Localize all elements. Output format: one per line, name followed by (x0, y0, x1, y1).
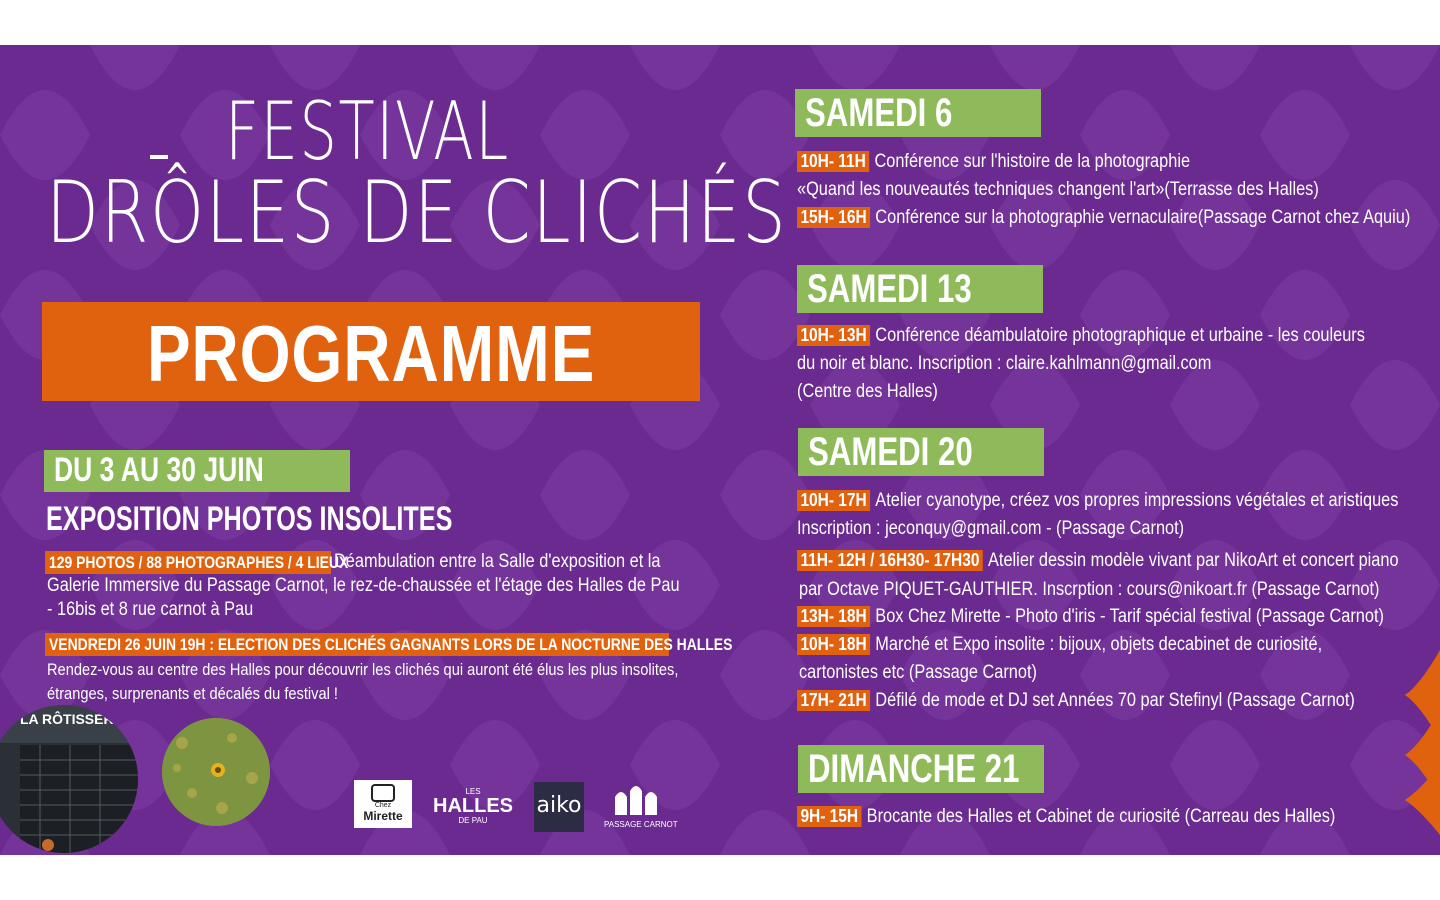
exhibition-heading: EXPOSITION PHOTOS INSOLITES (46, 500, 453, 538)
schedule-line (797, 353, 1211, 375)
schedule-line (797, 490, 1398, 512)
event-text: cartonistes etc (Passage Carnot) (799, 662, 1037, 683)
day-title-dimanche-21: DIMANCHE 21 (808, 747, 1020, 791)
sunflower-image (162, 718, 270, 826)
day-label-samedi-20 (798, 428, 1044, 476)
event-text: du noir et blanc. Inscription : claire.kahlmann@gmail.com (797, 353, 1212, 374)
schedule-line (797, 606, 1384, 628)
time-tag: 10H- 18H (797, 634, 870, 655)
event-text: Marché et Expo insolite : bijoux, objets decabinet de curiosité, (875, 634, 1323, 655)
day-label-samedi-13 (797, 265, 1043, 313)
festival-title-line1: FESTIVAL (225, 85, 510, 178)
schedule-line (797, 518, 1184, 540)
time-tag: 15H- 16H (797, 207, 870, 228)
event-text: par Octave PIQUET-GAUTHIER. Inscrption : cours@nikoart.fr (Passage Carnot) (799, 579, 1380, 600)
chez-mirette-logo (354, 780, 412, 828)
day-label-samedi-6 (795, 89, 1041, 137)
passage-carnot-logo (604, 785, 678, 829)
time-tag: 11H- 12H / 16H30- 17H30 (797, 550, 983, 571)
mirette-label: Mirette (363, 809, 403, 823)
halles-de-pau-logo (430, 787, 516, 825)
event-text: Brocante des Halles et Cabinet de curiosité (Carreau des Halles) (866, 806, 1336, 827)
schedule-line (797, 207, 1410, 229)
carnot-label: PASSAGE CARNOT (604, 820, 678, 829)
time-tag: 13H- 18H (797, 606, 870, 627)
schedule-line (797, 179, 1319, 201)
time-tag: 10H- 11H (797, 151, 869, 172)
programme-banner (42, 302, 700, 401)
event-text: Défilé de mode et DJ set Années 70 par Stefinyl (Passage Carnot) (875, 690, 1355, 711)
schedule-line (797, 151, 1190, 173)
event-text: Atelier cyanotype, créez vos propres impressions végétales et aristiques (875, 490, 1399, 511)
vote-event-tag (45, 633, 733, 656)
schedule-line (797, 634, 1322, 656)
niko-logo (534, 782, 584, 832)
storefront-sign: LA RÔTISSERI (20, 711, 118, 727)
exhibition-stats-tag (45, 551, 349, 574)
day-title-samedi-13: SAMEDI 13 (807, 267, 972, 311)
halles-label: HALLES (433, 795, 513, 817)
day-label-dimanche-21 (798, 745, 1044, 793)
schedule-line (797, 550, 1399, 572)
event-text: Atelier dessin modèle vivant par NikoArt et concert piano (988, 550, 1399, 571)
schedule-line (797, 690, 1355, 712)
event-text: (Centre des Halles) (797, 381, 938, 402)
exhibition-desc-3: - 16bis et 8 rue carnot à Pau (47, 599, 254, 620)
event-text: Inscription : jeconquy@gmail.com - (Passage Carnot) (797, 518, 1185, 539)
arches-icon (611, 785, 661, 815)
vote-event-desc-2: étranges, surprenants et décalés du festival ! (47, 684, 338, 703)
exhibition-desc-1: Déambulation entre la Salle d'exposition et la (334, 551, 661, 572)
schedule-line (799, 579, 1380, 601)
camera-icon (371, 784, 395, 802)
title-dash (150, 155, 168, 159)
programme-label: PROGRAMME (146, 309, 596, 398)
festival-title-line2: DRÔLES DE CLICHÉS (46, 163, 788, 263)
time-tag: 17H- 21H (797, 690, 870, 711)
event-text: Conférence sur l'histoire de la photographie (874, 151, 1191, 172)
schedule-line (799, 662, 1037, 684)
festival-poster (0, 45, 1440, 855)
event-text: Conférence sur la photographie vernaculaire(Passage Carnot chez Aquiu) (875, 207, 1411, 228)
event-text: Box Chez Mirette - Photo d'iris - Tarif spécial festival (Passage Carnot) (875, 606, 1384, 627)
time-tag: 10H- 17H (797, 490, 870, 511)
vote-event-desc-1: Rendez-vous au centre des Halles pour découvrir les clichés qui auront été élus les plus insolites, (47, 660, 679, 679)
time-tag: 10H- 13H (797, 325, 870, 346)
time-tag: 9H- 15H (797, 806, 862, 827)
exhibition-stats-text: 129 PHOTOS / 88 PHOTOGRAPHES / 4 LIEUX (49, 553, 349, 572)
day-title-samedi-6: SAMEDI 6 (805, 91, 953, 135)
day-title-samedi-20: SAMEDI 20 (808, 430, 973, 474)
niko-label: aiko (536, 793, 582, 818)
schedule-line (797, 325, 1365, 347)
halles-les-label: LES (465, 787, 481, 796)
exhibition-desc-2: Galerie Immersive du Passage Carnot, le rez-de-chaussée et l'étage des Halles de Pau (47, 575, 680, 596)
event-text: «Quand les nouveautés techniques changent l'art»(Terrasse des Halles) (797, 179, 1319, 200)
schedule-line (797, 806, 1335, 828)
exhibition-dates: DU 3 AU 30 JUIN (54, 451, 264, 489)
schedule-line (797, 381, 938, 403)
halles-pau-label: DE PAU (458, 816, 488, 825)
exhibition-dates-label (44, 450, 350, 492)
event-text: Conférence déambulatoire photographique et urbaine - les couleurs (875, 325, 1365, 346)
sunflower-photo (162, 718, 270, 826)
mirette-small-label: Chez (374, 802, 392, 809)
vote-event-text: VENDREDI 26 JUIN 19H : ELECTION DES CLICHÉS GAGNANTS LORS DE LA NOCTURNE DES HALLES (49, 635, 733, 654)
